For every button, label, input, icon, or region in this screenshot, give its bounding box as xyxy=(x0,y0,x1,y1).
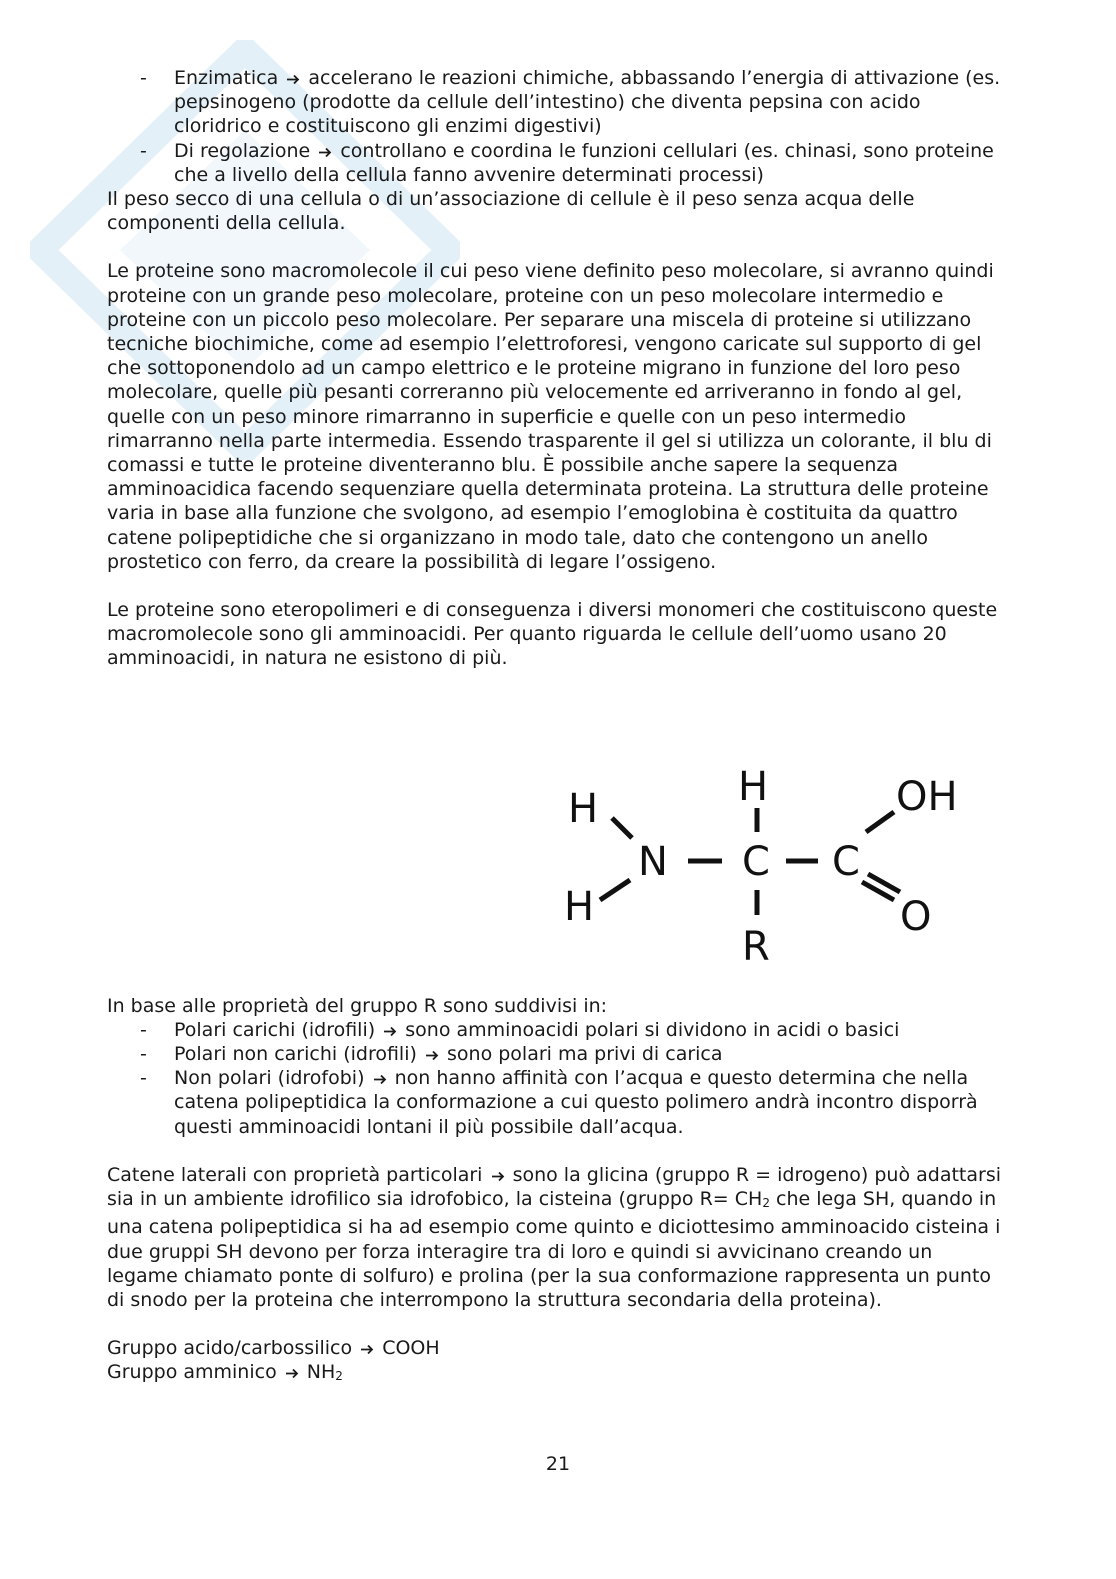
bond-h1-n xyxy=(612,818,632,838)
catene-text-2: che lega SH, quando in una catena polipeptidica si ha ad esempio come quinto e diciottesimo amminoacido cisteina i due gruppi SH devono per forza interagire tra di loro e quindi si avvicinano creando un legame chiamato ponte di solfuro) e prolina (per la sua conformazione rappresenta un punto di snodo per la proteina che interrompono la struttura secondaria della proteina). xyxy=(107,1188,1001,1311)
catene-term: Catene laterali con proprietà particolari xyxy=(107,1163,483,1186)
gruppo-acido-line xyxy=(107,1336,1007,1360)
function-list xyxy=(107,66,1007,187)
page-content xyxy=(107,66,1007,1389)
paragraph-gruppo-r: In base alle proprietà del gruppo R sono suddivisi in: xyxy=(107,994,608,1017)
list-item-text: sono amminoacidi polari si dividono in acidi o basici xyxy=(405,1018,900,1041)
r-group-list xyxy=(107,1018,1007,1139)
paragraph-catene-laterali xyxy=(107,1163,1007,1312)
list-item xyxy=(107,1018,1007,1042)
atom-o: O xyxy=(900,894,932,940)
list-item-term: Polari non carichi (idrofili) xyxy=(174,1043,417,1066)
list-item-text: sono polari ma privi di carica xyxy=(447,1043,723,1066)
catene-subscript: 2 xyxy=(762,1196,770,1211)
list-item-text: accelerano le reazioni chimiche, abbassando l’energia di attivazione (es. pepsinogeno (prodotte da cellule dell’intestino) che diventa pepsina con acido cloridrico e costituiscono gli enzimi digestivi) xyxy=(174,67,1001,138)
atom-c2: C xyxy=(832,839,860,885)
gruppo-acido-value: COOH xyxy=(382,1337,440,1360)
atom-h2: H xyxy=(564,884,595,930)
arrow-right-icon xyxy=(425,1050,439,1061)
arrow-right-icon xyxy=(360,1344,374,1355)
gruppo-amminico-term: Gruppo amminico xyxy=(107,1361,277,1384)
gruppo-acido-term: Gruppo acido/carbossilico xyxy=(107,1337,353,1360)
atom-r: R xyxy=(742,924,770,970)
paragraph-peso-secco: Il peso secco di una cellula o di un’associazione di cellule è il peso senza acqua delle componenti della cellula. xyxy=(107,188,915,235)
arrow-right-icon xyxy=(383,1026,397,1037)
list-item-term: Di regolazione xyxy=(174,139,311,162)
list-item-term: Polari carichi (idrofili) xyxy=(174,1018,376,1041)
gruppo-amminico-subscript: 2 xyxy=(335,1369,343,1384)
arrow-right-icon xyxy=(491,1171,505,1182)
bond-h2-n xyxy=(600,880,630,900)
atom-c1: C xyxy=(742,839,770,885)
list-item xyxy=(107,1042,1007,1066)
gruppo-amminico-value: NH xyxy=(306,1361,336,1384)
atom-n: N xyxy=(638,839,668,885)
bond-c2-oh xyxy=(866,812,894,832)
arrow-right-icon xyxy=(286,74,300,85)
atom-h-top: H xyxy=(738,764,769,810)
arrow-right-icon xyxy=(285,1368,299,1379)
list-item-term: Non polari (idrofobi) xyxy=(174,1067,365,1090)
arrow-right-icon xyxy=(373,1074,387,1085)
list-item-text: controllano e coordina le funzioni cellulari (es. chinasi, sono proteine che a livello della cellula fanno avvenire determinati processi) xyxy=(174,139,994,186)
list-item xyxy=(107,139,1007,187)
gruppo-amminico-line xyxy=(107,1360,1007,1388)
list-item-term: Enzimatica xyxy=(174,67,279,89)
atom-oh: OH xyxy=(896,774,958,820)
list-item xyxy=(107,1066,1007,1139)
list-item-text: non hanno affinità con l’acqua e questo determina che nella catena polipeptidica la conformazione a cui questo polimero andrà incontro disporrà questi amminoacidi lontani il più possibile dall’acqua. xyxy=(174,1067,978,1138)
paragraph-macromolecole: Le proteine sono macromolecole il cui peso viene definito peso molecolare, si avranno quindi proteine con un grande peso molecolare, proteine con un peso molecolare intermedio e proteine con un piccolo peso molecolare. Per separare una miscela di proteine si utilizzano tecniche biochimiche, come ad esempio l’elettroforesi, vengono caricate sul supporto di gel che sottoponendolo ad un campo elettrico e le proteine migrano in funzione del loro peso molecolare, quelle più pesanti correranno più velocemente ed arriveranno in fondo al gel, quelle con un peso minore rimarranno in superficie e quelle con un peso intermedio rimarranno nella parte intermedia. Essendo trasparente il gel si utilizza un colorante, il blu di comassi e tutte le proteine diventeranno blu. È possibile anche sapere la sequenza amminoacidica facendo sequenziare quella determinata proteina. La struttura delle proteine varia in base alla funzione che svolgono, ad esempio l’emoglobina è costituita da quattro catene polipeptidiche che si organizzano in modo tale, dato che contengono un anello prostetico con ferro, da creare la possibilità di legare l’ossigeno. xyxy=(107,260,994,573)
atom-h1: H xyxy=(568,786,599,832)
amino-acid-structure-diagram xyxy=(560,760,980,970)
catene-text-1: sono la glicina (gruppo R = idrogeno) può adattarsi sia in un ambiente idrofilico sia idrofobico, la cisteina (gruppo R= CH xyxy=(107,1163,1002,1211)
arrow-right-icon xyxy=(318,147,332,158)
paragraph-eteropolimeri: Le proteine sono eteropolimeri e di conseguenza i diversi monomeri che costituiscono queste macromolecole sono gli amminoacidi. Per quanto riguarda le cellule dell’uomo usano 20 amminoacidi, in natura ne esistono di più. xyxy=(107,599,998,670)
list-item xyxy=(107,66,1007,139)
page-number: 21 xyxy=(545,1453,571,1475)
